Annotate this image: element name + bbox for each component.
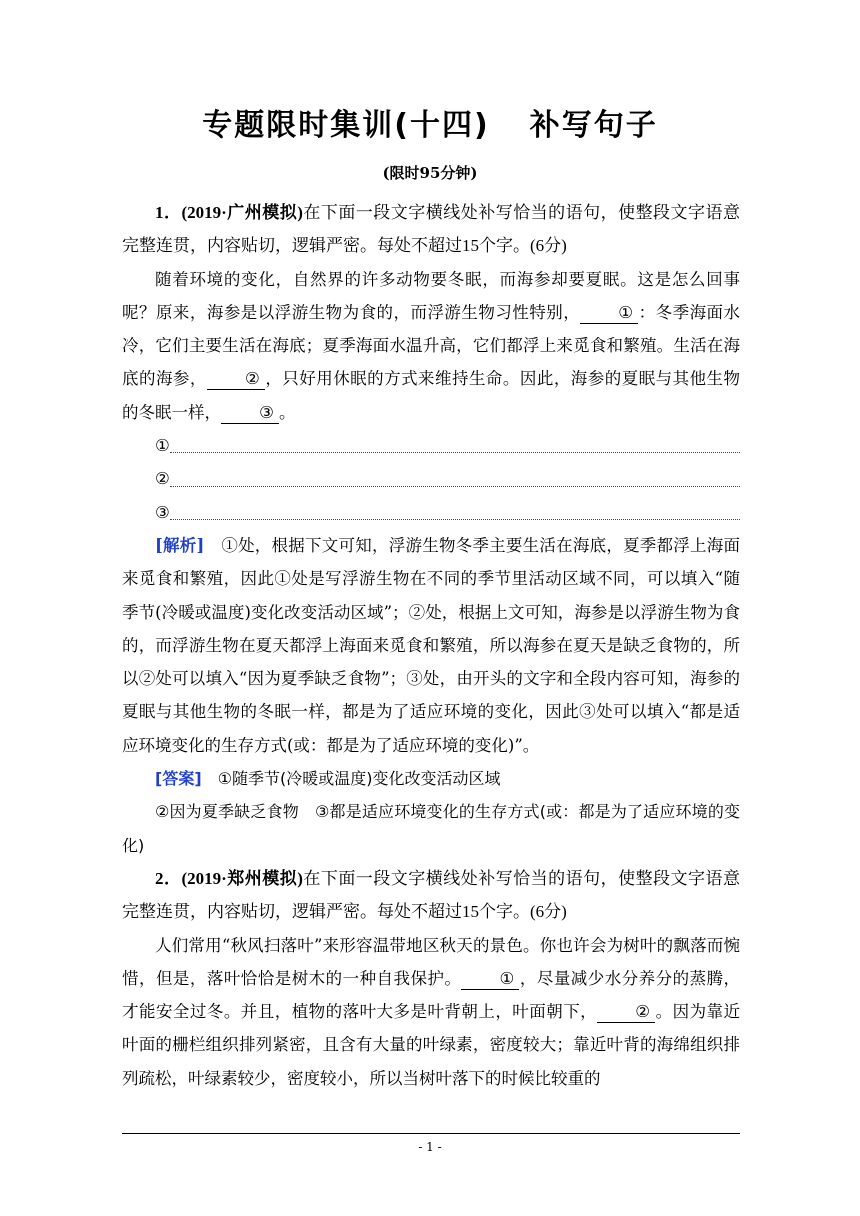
blank-1[interactable]: ①: [461, 969, 519, 990]
question-2-number: 2．: [155, 868, 182, 888]
dotted-rule: [170, 518, 740, 520]
footer-divider: [122, 1133, 740, 1134]
passage-text: 随着环境的变化，自然界的许多动物要冬眠，而海参却要夏眠。这是怎么回事呢？原来，海参是以浮游生物为食的，而浮游生物习性特别，: [122, 269, 740, 322]
answer-line-2[interactable]: [122, 462, 740, 495]
answer-line-1[interactable]: [122, 429, 740, 462]
answer-line-3[interactable]: [122, 496, 740, 529]
analysis-tag: [解析]: [155, 535, 205, 555]
content-body: [122, 196, 740, 1095]
answer-tag: [答案]: [155, 769, 202, 789]
question-1-answer: [122, 762, 740, 795]
analysis-text: ①处，根据下文可知，浮游生物冬季主要生活在海底，夏季都浮上海面来觅食和繁殖，因此①处是写浮游生物在不同的季节里活动区域不同，可以填入“随季节(冷暖或温度)变化改变活动区域”；②处，根据上文可知，海参是以浮游生物为食的，而浮游生物在夏天都浮上海面来觅食和繁殖，所以海参在夏天是缺乏食物的，所以②处可以填入“因为夏季缺乏食物”；③处，由开头的文字和全段内容可知，海参的夏眠与其他生物的冬眠一样，都是为了适应环境的变化，因此③处可以填入“都是适应环境变化的生存方式(或：都是为了适应环境的变化)”。: [122, 535, 741, 755]
blank-3[interactable]: ③: [221, 403, 279, 424]
question-1-header: [122, 196, 740, 263]
passage-text: 。因为靠近叶面的栅栏组织排列紧密，且含有大量的叶绿素，密度较大；靠近叶背的海绵组织排列疏松，叶绿素较少，密度较小，所以当树叶落下的时候比较重的: [122, 1002, 741, 1088]
question-1-passage: [122, 263, 740, 429]
answer-line-label: ①: [155, 436, 170, 456]
question-2-source: (2019·郑州模拟): [181, 868, 303, 888]
blank-2[interactable]: ②: [597, 1002, 655, 1023]
answer-text-2: ②因为夏季缺乏食物 ③都是适应环境变化的生存方式(或：都是为了适应环境的变化): [122, 802, 740, 855]
passage-text: ，只好用休眠的方式来维持生命。因此，海参的夏眠与其他生物的冬眠一样，: [122, 369, 741, 422]
page-title: [0, 100, 860, 144]
passage-text: 。: [279, 402, 296, 422]
page-number: - 1 -: [418, 1140, 442, 1154]
question-1-number: 1．: [155, 203, 182, 222]
time-limit: (限时95分钟): [382, 164, 478, 182]
answer-line-label: ③: [155, 502, 170, 522]
question-2-passage: [122, 929, 740, 1095]
title-topic: 补写句子: [529, 108, 658, 143]
blank-1[interactable]: ①: [580, 303, 638, 324]
dotted-rule: [170, 451, 740, 453]
blank-2[interactable]: ②: [207, 369, 265, 390]
question-2-instruction: 在下面一段文字横线处补写恰当的语句，使整段文字语意完整连贯，内容贴切，逻辑严密。每处不超过15个字。(6分): [122, 868, 740, 922]
question-1-answer-cont: [122, 795, 740, 862]
title-main: 专题限时集训(十四): [202, 108, 490, 143]
question-1-instruction: 在下面一段文字横线处补写恰当的语句，使整段文字语意完整连贯，内容贴切，逻辑严密。每处不超过15个字。(6分): [122, 203, 740, 256]
question-1-analysis: [122, 529, 740, 762]
dotted-rule: [170, 485, 740, 487]
question-2-header: [122, 862, 740, 929]
answer-text-1: ①随季节(冷暖或温度)变化改变活动区域: [217, 769, 501, 789]
question-1-source: (2019·广州模拟): [181, 203, 303, 222]
passage-text: ：冬季海面水冷，它们主要生活在海底；夏季海面水温升高，它们都浮上来觅食和繁殖。生活在海底的海参，: [122, 302, 741, 389]
passage-text: 人们常用“秋风扫落叶”来形容温带地区秋天的景色。你也许会为树叶的飘落而惋惜，但是，落叶恰恰是树木的一种自我保护。: [122, 935, 740, 988]
answer-line-label: ②: [155, 469, 170, 489]
passage-text: ，尽量减少水分养分的蒸腾，才能安全过冬。并且，植物的落叶大多是叶背朝上，叶面朝下，: [122, 968, 741, 1022]
